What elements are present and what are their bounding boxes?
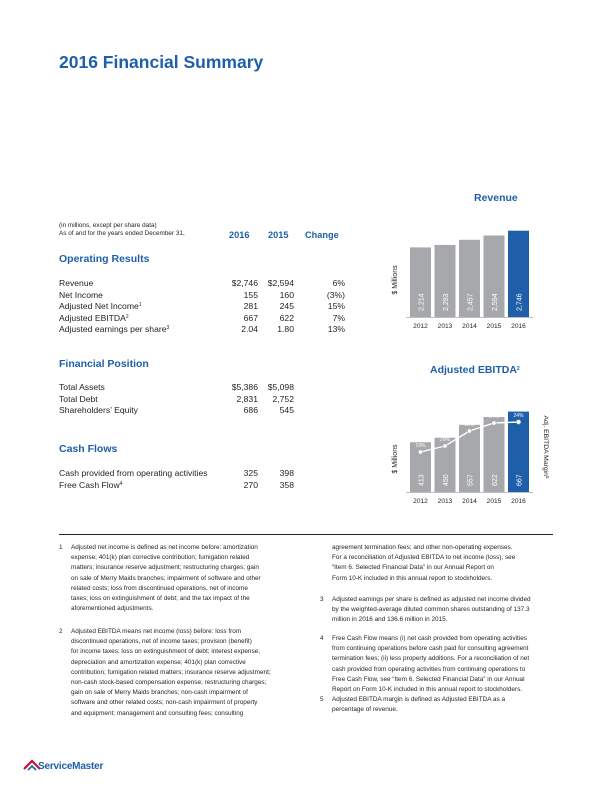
revenue-chart-title: Revenue xyxy=(474,192,518,204)
footnote-line: cash provided from operating activities from continuing operations to xyxy=(332,665,526,673)
value-2016: 281 xyxy=(243,301,258,312)
row-label-text: Revenue xyxy=(59,278,94,288)
value-change: 7% xyxy=(332,312,345,323)
footnote-line: Free Cash Flow means (i) net cash provided from operating activities xyxy=(332,635,527,642)
servicemaster-logo-text: ServiceMaster xyxy=(38,761,104,772)
footnote-number: 4 xyxy=(320,635,324,642)
value-2016: $5,386 xyxy=(231,382,258,392)
column-header-change: Change xyxy=(305,230,339,240)
margin-point xyxy=(467,429,471,433)
x-tick-label: 2016 xyxy=(511,323,526,330)
footnote-line: “Item 6. Selected Financial Data” in our Annual Report on xyxy=(332,564,494,572)
value-2015: 545 xyxy=(279,405,294,416)
footnote-text xyxy=(71,627,271,719)
footnote-line: For a reconciliation of Adjusted EBITDA to net income (loss), see xyxy=(332,554,516,562)
value-2015: 245 xyxy=(279,301,294,312)
margin-label: 20% xyxy=(439,437,451,443)
footnote xyxy=(320,543,565,586)
bar-value-label: 2,594 xyxy=(492,293,499,311)
value-2015: 398 xyxy=(279,468,294,478)
value-2015: 2,752 xyxy=(272,393,294,404)
footnote-marker: 3 xyxy=(166,325,170,332)
x-tick-label: 2015 xyxy=(486,323,502,330)
footnote-line: from continuing operations before cash paid for consulting agreement xyxy=(332,645,529,653)
bar-value-label: 2,746 xyxy=(516,293,524,311)
footnote-line: termination fees; (ii) less property additions. For a reconciliation of net xyxy=(332,655,530,663)
value-2016: 155 xyxy=(243,289,258,300)
row-label-text: Net Income xyxy=(59,289,103,300)
row-label xyxy=(59,300,142,312)
section-divider xyxy=(59,534,553,535)
table-row xyxy=(59,381,349,393)
table-row xyxy=(59,289,349,301)
column-header-2016: 2016 xyxy=(229,230,250,240)
bar-value-label: 2,293 xyxy=(443,293,450,311)
row-label-text: Adjusted EBITDA xyxy=(59,312,126,323)
footnote-text xyxy=(332,634,529,695)
value-change: 13% xyxy=(327,324,345,335)
table-row xyxy=(59,300,349,312)
section-financial-position: Financial Position xyxy=(59,358,149,370)
value-2015: 160 xyxy=(279,289,294,300)
footnote-line: agreement termination fees; and other non-operating expenses. xyxy=(332,544,513,551)
footnote-marker: 4 xyxy=(119,480,123,487)
footnote-text xyxy=(332,595,531,626)
footnote-line: percentage of revenue. xyxy=(332,706,398,714)
footnote-line: on sale of Merry Maids branches; impairment of software and other xyxy=(71,574,261,582)
footnote-line: matters; insurance reserve adjustment; restructuring charges; gain xyxy=(71,564,259,572)
margin-label: 24% xyxy=(513,413,524,419)
footnote-line: depreciation and amortization expense; 401(k) plan corrective xyxy=(71,658,246,666)
value-2016: 2,831 xyxy=(236,393,258,404)
footnote-text xyxy=(332,695,505,715)
table-caption-period: As of and for the years ended December 31, xyxy=(59,230,185,237)
footnote-line: aforementioned adjustments. xyxy=(71,605,154,613)
footnote-line: expense; 401(k) plan corrective contribution; fumigation related xyxy=(71,554,250,562)
x-tick-label: 2012 xyxy=(413,498,428,505)
margin-label: 23% xyxy=(464,422,475,428)
section-operating-results: Operating Results xyxy=(59,253,150,265)
footnote-line: Free Cash Flow, see “Item 6. Selected Financial Data” in our Annual xyxy=(332,675,525,683)
footnote-line: for income taxes; loss on extinguishment of debt; interest expense; xyxy=(71,648,260,656)
footnote-line: software and other related costs; non-cash impairment of property xyxy=(71,699,258,707)
margin-point xyxy=(443,444,447,448)
row-label xyxy=(59,277,93,289)
value-2016: 686 xyxy=(243,405,258,416)
margin-point xyxy=(418,450,422,454)
table-row xyxy=(59,312,349,324)
footnote-marker: 1 xyxy=(138,302,142,309)
footnote-line: Adjusted earnings per share is defined as adjusted net income divided xyxy=(332,596,531,603)
revenue-chart xyxy=(388,210,538,335)
table-row xyxy=(59,467,349,479)
y2-axis-label: Adj. EBITDA Margin$^5$ xyxy=(542,415,550,479)
value-change: 6% xyxy=(332,278,345,288)
footnote-number: 1 xyxy=(59,544,63,551)
value-2015: $2,594 xyxy=(267,278,294,288)
table-caption-units: (in millions, except per share data) xyxy=(59,222,157,229)
x-tick-label: 2016 xyxy=(511,498,526,505)
x-tick-label: 2015 xyxy=(486,498,502,505)
y2-axis-label-sup: 5 xyxy=(545,475,550,479)
value-2015: 622 xyxy=(279,312,294,323)
footnote-line: and equipment; management and consulting fees; consulting xyxy=(71,709,244,717)
row-label xyxy=(59,312,129,324)
footnote-number: 5 xyxy=(320,696,324,703)
footnote-line: Form 10-K included in this annual report to stockholders. xyxy=(332,574,493,582)
footnote-line: taxes; loss on extinguishment of debt; and the tax impact of the xyxy=(71,595,250,603)
row-label xyxy=(59,289,103,301)
ebitda-chart-title-sup: 2 xyxy=(516,366,520,372)
x-tick-label: 2014 xyxy=(462,498,477,505)
margin-label: 24% xyxy=(488,414,500,420)
row-label-text: Adjusted earnings per share xyxy=(59,324,167,335)
value-2015: 358 xyxy=(279,479,294,490)
x-tick-label: 2012 xyxy=(413,323,428,330)
footnote-line: Adjusted net income is defined as net income before: amortization xyxy=(71,544,258,551)
footnote xyxy=(59,543,304,616)
margin-label: 19% xyxy=(415,443,426,449)
row-label xyxy=(59,381,105,393)
value-2015: $5,098 xyxy=(267,382,294,392)
footnote xyxy=(320,634,565,697)
value-2016: 325 xyxy=(243,468,258,478)
row-label-text: Shareholders’ Equity xyxy=(59,405,138,416)
footnote-line: discontinued operations, net of income taxes; provision (benefit) xyxy=(71,638,252,646)
row-label xyxy=(59,323,169,335)
footnote xyxy=(59,627,304,721)
row-label xyxy=(59,393,98,405)
footnote-line: by the weighted-average diluted common shares outstanding of 137.3 xyxy=(332,606,530,614)
bar-value-label: 450 xyxy=(443,474,450,486)
row-label xyxy=(59,467,208,479)
value-2016: $2,746 xyxy=(231,278,258,288)
row-label-text: Adjusted Net Income xyxy=(59,301,139,312)
table-row xyxy=(59,323,349,335)
value-2016: 2.04 xyxy=(241,324,258,335)
footnote-number: 2 xyxy=(59,628,63,635)
table-row xyxy=(59,404,349,416)
table-row xyxy=(59,393,349,405)
footnote-number: 3 xyxy=(320,596,324,603)
footnote xyxy=(320,595,565,628)
x-tick-label: 2013 xyxy=(437,498,453,505)
row-label xyxy=(59,404,138,416)
footnote-line: non-cash stock-based compensation expense; restructuring charges; xyxy=(71,679,267,687)
column-header-2015: 2015 xyxy=(268,230,289,240)
bar-value-label: 413 xyxy=(418,474,426,486)
margin-point xyxy=(516,420,520,424)
ebitda-chart-title xyxy=(430,364,520,376)
bar-value-label: 667 xyxy=(516,474,524,486)
footnote-line: Adjusted EBITDA means net income (loss) before: loss from xyxy=(71,628,242,635)
y-axis-label: $ Millions xyxy=(392,265,399,295)
bar-value-label: 622 xyxy=(492,474,499,486)
x-tick-label: 2013 xyxy=(437,323,453,330)
row-label-text: Cash provided from operating activities xyxy=(59,468,208,478)
row-label-text: Total Assets xyxy=(59,382,105,392)
value-change: 15% xyxy=(327,301,345,312)
footnote-line: contribution; fumigation related matters; insurance reserve adjustment; xyxy=(71,668,271,676)
table-row xyxy=(59,479,349,491)
bar-value-label: 2,214 xyxy=(418,293,426,311)
footnote-line: million in 2016 and 136.6 million in 2015. xyxy=(332,616,448,624)
bar-value-label: 2,457 xyxy=(467,293,475,311)
row-label xyxy=(59,479,122,491)
value-change: (3%) xyxy=(326,289,345,300)
page-title: 2016 Financial Summary xyxy=(59,52,264,72)
footnote xyxy=(320,695,565,717)
footnote-marker: 2 xyxy=(125,313,129,320)
margin-point xyxy=(492,421,496,425)
value-2016: 667 xyxy=(243,312,258,323)
row-label-text: Free Cash Flow xyxy=(59,479,120,490)
ebitda-chart-title-text: Adjusted EBITDA xyxy=(430,364,517,376)
x-tick-label: 2014 xyxy=(462,323,477,330)
footnote-line: Adjusted EBITDA margin is defined as Adjusted EBITDA as a xyxy=(332,696,505,703)
value-2015: 1.80 xyxy=(277,324,294,335)
footnote-text xyxy=(71,543,261,614)
value-2016: 270 xyxy=(243,479,258,490)
table-row xyxy=(59,277,349,289)
section-cash-flows: Cash Flows xyxy=(59,443,118,455)
footnote-line: gain on sale of Merry Maids branches; non-cash impairment of xyxy=(71,689,248,697)
footnote-line: Report on Form 10-K included in this annual report to stockholders. xyxy=(332,686,523,694)
bar-value-label: 557 xyxy=(467,474,475,486)
ebitda-chart xyxy=(388,385,550,510)
row-label-text: Total Debt xyxy=(59,393,98,404)
y-axis-label: $ Millions xyxy=(392,444,399,474)
footnote-text xyxy=(332,543,515,584)
footnote-line: related costs; loss from discontinued operations, net of income xyxy=(71,584,248,592)
